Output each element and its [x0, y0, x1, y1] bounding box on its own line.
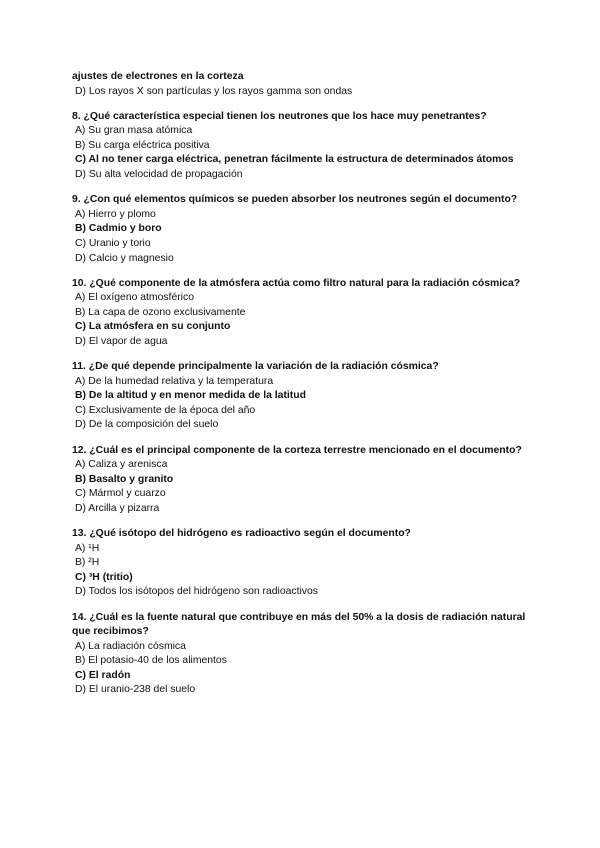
question-title: 9. ¿Con qué elementos químicos se pueden absorber los neutrones según el documento? [72, 194, 518, 206]
intro-block [72, 70, 532, 99]
question-title: 12. ¿Cuál es el principal componente de la corteza terrestre mencionado en el documento? [72, 444, 522, 456]
answer-option-b-correct: B) Basalto y granito [75, 473, 174, 485]
answer-option-b: B) El potasio-40 de los alimentos [75, 655, 227, 667]
answer-option-b: B) La capa de ozono exclusivamente [75, 306, 246, 318]
question-title: 8. ¿Qué característica especial tienen los neutrones que los hace muy penetrantes? [72, 110, 487, 122]
question-title: 14. ¿Cuál es la fuente natural que contribuye en más del 50% a la dosis de radiación natural que recibimos? [72, 611, 526, 638]
question-block-11 [72, 360, 532, 433]
question-title: 13. ¿Qué isótopo del hidrógeno es radioactivo según el documento? [72, 528, 411, 540]
question-title: 11. ¿De qué depende principalmente la variación de la radiación cósmica? [72, 361, 439, 373]
answer-option-c-correct: C) La atmósfera en su conjunto [75, 321, 231, 333]
question-continuation: ajustes de electrones en la corteza [72, 71, 244, 82]
answer-option-a: A) De la humedad relativa y la temperatura [75, 375, 274, 387]
answer-option-d: D) Su alta velocidad de propagación [75, 169, 243, 181]
answer-option-c-correct: C) El radón [75, 669, 131, 681]
document-page [72, 70, 532, 709]
answer-option-d: D) Todos los isótopos del hidrógeno son radioactivos [75, 586, 318, 598]
answer-option-c: C) Uranio y torio [75, 237, 151, 249]
answer-option-c-correct: C) ³H (tritio) [75, 571, 133, 583]
question-block-8 [72, 110, 532, 183]
question-block-13 [72, 527, 532, 600]
answer-option-d: D) Arcilla y pizarra [75, 502, 160, 514]
answer-option-d: D) Calcio y magnesio [75, 252, 174, 264]
answer-option-c-correct: C) Al no tener carga eléctrica, penetran fácilmente la estructura de determinados átomos [75, 154, 514, 166]
answer-option-b-correct: B) Cadmio y boro [75, 223, 162, 235]
answer-option-a: A) La radiación cósmica [75, 640, 186, 652]
answer-option-d: D) De la composición del suelo [75, 419, 219, 431]
question-block-9 [72, 193, 532, 266]
answer-option-a: A) El oxígeno atmosférico [75, 292, 194, 304]
answer-option-b-correct: B) De la altitud y en menor medida de la latitud [75, 390, 306, 402]
answer-option-a: A) Su gran masa atómica [75, 125, 193, 137]
answer-option-c: C) Mármol y cuarzo [75, 488, 166, 500]
answer-option-a: A) Hierro y plomo [75, 208, 156, 220]
answer-option-c: C) Exclusivamente de la época del año [75, 404, 256, 416]
answer-option-a: A) ¹H [75, 542, 100, 554]
question-block-12 [72, 444, 532, 517]
question-title: 10. ¿Qué componente de la atmósfera actúa como filtro natural para la radiación cósmica? [72, 277, 521, 289]
answer-option-b: B) ²H [75, 557, 100, 569]
answer-option-a: A) Caliza y arenisca [75, 459, 168, 471]
answer-option-d: D) Los rayos X son partículas y los rayos gamma son ondas [75, 85, 353, 97]
question-block-10 [72, 277, 532, 350]
answer-option-d: D) El vapor de agua [75, 336, 168, 347]
answer-option-d: D) El uranio-238 del suelo [75, 684, 196, 696]
question-block-14 [72, 611, 532, 699]
answer-option-b: B) Su carga eléctrica positiva [75, 139, 210, 151]
